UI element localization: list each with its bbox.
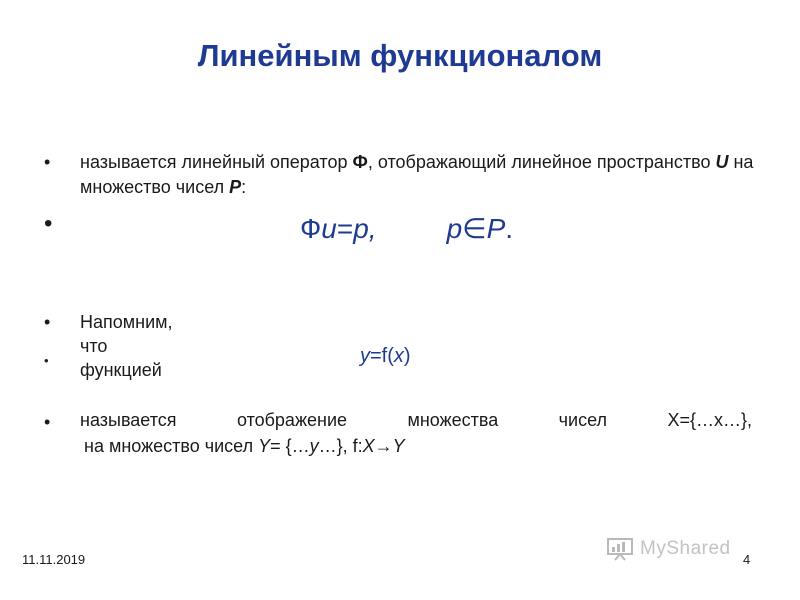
watermark-logo	[606, 537, 731, 561]
presentation-board-icon	[606, 537, 634, 561]
bullet-dot: •	[44, 412, 51, 432]
arrow-symbol: →	[374, 436, 393, 456]
page-number: 4	[743, 552, 751, 567]
formula-functional: Фu=p, p∈P.	[300, 213, 514, 244]
bullet-definition-text: называется линейный оператор Ф, отображающий линейное пространство U на множество чисел P:	[80, 152, 754, 197]
bullet-dot: •	[44, 353, 49, 368]
bullet-reminder-text: Напомним, что функцией	[80, 312, 173, 380]
bullet-mapping-line1: называется отображение множества чисел X={…x…},	[80, 410, 752, 430]
footer-date: 11.11.2019	[22, 552, 86, 567]
bullet-dot: •	[44, 312, 51, 332]
formula-function: y=f(x)	[360, 345, 411, 367]
bullet-dot: •	[44, 152, 51, 172]
bullet-dot: •	[44, 210, 53, 237]
element-of-symbol: ∈	[462, 213, 487, 244]
slide-title: Линейным функционалом	[197, 38, 603, 73]
watermark-text: MyShared	[640, 538, 731, 559]
bullet-mapping-line2: на множество чисел Y= {…y…}, f:X→Y	[84, 436, 405, 456]
